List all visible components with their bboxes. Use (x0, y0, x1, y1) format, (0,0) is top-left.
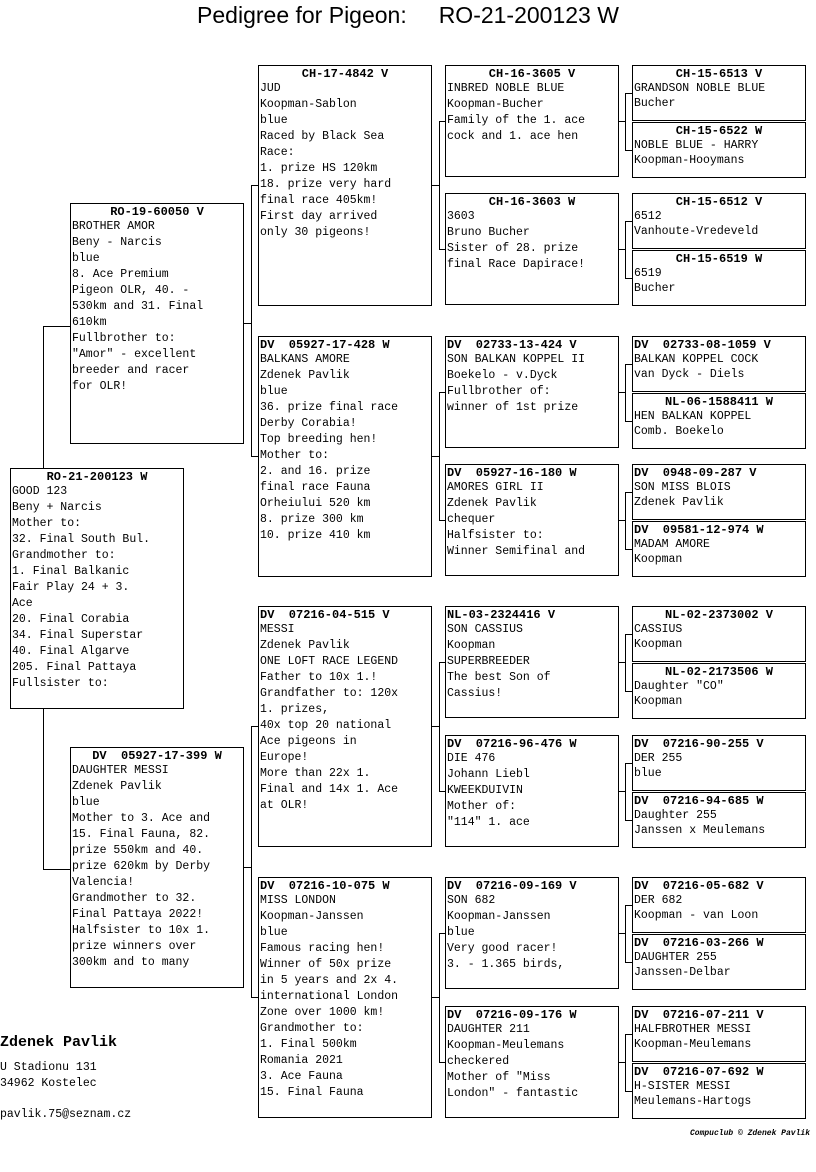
info-line: Europe! (260, 751, 309, 764)
great-great-grandparent-card (632, 193, 806, 249)
ring-number: CH-16-3605 V (488, 67, 576, 81)
ring-number: RO-21-200123 W (46, 470, 148, 484)
info-line: SON BALKAN KOPPEL II (447, 353, 586, 366)
info-line: Ace pigeons in (260, 735, 357, 748)
ring-number: DV 07216-07-211 V (634, 1008, 764, 1022)
info-line: Fullbrother of: (447, 385, 551, 398)
great-grandparent-card (445, 1006, 619, 1118)
info-line: Koopman-Meulemans (447, 1039, 565, 1052)
breeder-city: 34962 Kostelec (0, 1077, 97, 1090)
info-line: AMORES GIRL II (447, 481, 544, 494)
ring-number: DV 07216-94-685 W (634, 794, 764, 808)
connector-line (439, 933, 440, 1062)
connector-line (251, 997, 258, 998)
ring-number: DV 0948-09-287 V (634, 466, 757, 480)
info-line: winner of 1st prize (447, 401, 579, 414)
breeder-email[interactable]: pavlik.75@seznam.cz (0, 1108, 132, 1121)
info-line: DIE 476 (447, 752, 496, 765)
info-line: NOBLE BLUE - HARRY (634, 139, 759, 152)
info-line: blue (260, 926, 288, 939)
connector-line (251, 726, 258, 727)
subject-pigeon-card (10, 468, 184, 709)
info-line: prize winners over (72, 940, 197, 953)
info-line: 32. Final South Bul. (12, 533, 151, 546)
info-line: H-SISTER MESSI (634, 1080, 731, 1093)
connector-line (625, 278, 632, 279)
info-line: SON CASSIUS (447, 623, 523, 636)
ring-number: DV 05927-17-399 W (92, 749, 222, 763)
connector-line (439, 662, 445, 663)
info-line: Orheiului 520 km (260, 497, 371, 510)
connector-line (625, 1034, 626, 1091)
info-line: Mother of: (447, 800, 517, 813)
connector-line (625, 1091, 632, 1092)
ring-number: CH-17-4842 V (301, 67, 389, 81)
breeder-street: U Stadionu 131 (0, 1061, 97, 1074)
info-line: MESSI (260, 623, 295, 636)
info-line: breeder and racer (72, 364, 190, 377)
info-line: Valencia! (72, 876, 135, 889)
great-great-grandparent-card (632, 65, 806, 121)
info-line: checkered (447, 1055, 510, 1068)
connector-line (625, 820, 632, 821)
info-line: Grandmother to 32. (72, 892, 197, 905)
info-line: BALKANS AMORE (260, 353, 350, 366)
info-line: Grandfather to: 120x (260, 687, 399, 700)
connector-line (439, 662, 440, 791)
info-line: More than 22x 1. (260, 767, 371, 780)
info-line: Mother to: (12, 517, 82, 530)
connector-line (43, 709, 44, 869)
connector-line (625, 634, 626, 691)
info-line: in 5 years and 2x 4. (260, 974, 399, 987)
info-line: Halfsister to 10x 1. (72, 924, 211, 937)
connector-line (432, 185, 439, 186)
info-line: 8. prize 300 km (260, 513, 364, 526)
info-line: Bruno Bucher (447, 226, 530, 239)
info-line: Final Pattaya 2022! (72, 908, 204, 921)
great-great-grandparent-card (632, 393, 806, 449)
info-line: Boekelo - v.Dyck (447, 369, 558, 382)
info-line: Beny - Narcis (72, 236, 162, 249)
info-line: DER 255 (634, 752, 683, 765)
info-line: Winner Semifinal and (447, 545, 586, 558)
grandparent-card (258, 606, 432, 847)
info-line: Halfsister to: (447, 529, 544, 542)
info-line: Koopman-Sablon (260, 98, 357, 111)
info-line: 15. Final Fauna, 82. (72, 828, 211, 841)
great-great-grandparent-card (632, 122, 806, 178)
great-great-grandparent-card (632, 1063, 806, 1119)
connector-line (625, 905, 632, 906)
connector-line (244, 867, 251, 868)
info-line: chequer (447, 513, 496, 526)
great-grandparent-card (445, 193, 619, 305)
info-line: Daughter "CO" (634, 680, 724, 693)
connector-line (439, 1062, 445, 1063)
info-line: INBRED NOBLE BLUE (447, 82, 565, 95)
info-line: Sister of 28. prize (447, 242, 579, 255)
info-line: final race 405km! (260, 194, 378, 207)
ring-number: NL-02-2173506 W (664, 665, 774, 679)
great-great-grandparent-card (632, 336, 806, 392)
info-line: Fair Play 24 + 3. (12, 581, 130, 594)
father-card (70, 203, 244, 444)
info-line: Very good racer! (447, 942, 558, 955)
great-great-grandparent-card (632, 606, 806, 662)
connector-line (439, 121, 440, 249)
connector-line (625, 763, 626, 820)
connector-line (43, 869, 70, 870)
ring-number: CH-15-6522 W (675, 124, 763, 138)
great-grandparent-card (445, 464, 619, 576)
ring-number: DV 07216-09-169 V (447, 879, 577, 893)
info-line: Pigeon OLR, 40. - (72, 284, 190, 297)
info-line: Raced by Black Sea (260, 130, 385, 143)
connector-line (251, 185, 258, 186)
ring-number: DV 07216-09-176 W (447, 1008, 577, 1022)
info-line: Zone over 1000 km! (260, 1006, 385, 1019)
connector-line (43, 326, 44, 468)
info-line: van Dyck - Diels (634, 368, 745, 381)
connector-line (625, 962, 632, 963)
info-line: "Amor" - excellent (72, 348, 197, 361)
connector-line (625, 691, 632, 692)
info-line: Koopman (634, 695, 683, 708)
info-line: Johann Liebl (447, 768, 530, 781)
info-line: Ace (12, 597, 33, 610)
info-line: Romania 2021 (260, 1054, 343, 1067)
info-line: 18. prize very hard (260, 178, 392, 191)
info-line: prize 620km by Derby (72, 860, 211, 873)
info-line: Beny + Narcis (12, 501, 102, 514)
ring-number: DV 02733-08-1059 V (634, 338, 771, 352)
connector-line (625, 634, 632, 635)
info-line: only 30 pigeons! (260, 226, 371, 239)
info-line: 10. prize 410 km (260, 529, 371, 542)
ring-number: DV 07216-03-266 W (634, 936, 764, 950)
info-line: cock and 1. ace hen (447, 130, 579, 143)
connector-line (432, 997, 439, 998)
info-line: blue (447, 926, 475, 939)
connector-line (625, 221, 632, 222)
info-line: "114" 1. ace (447, 816, 530, 829)
copyright-footer: Compuclub © Zdenek Pavlik (689, 1129, 810, 1138)
info-line: ONE LOFT RACE LEGEND (260, 655, 399, 668)
info-line: HALFBROTHER MESSI (634, 1023, 752, 1036)
connector-line (251, 185, 252, 456)
info-line: Cassius! (447, 687, 503, 700)
great-great-grandparent-card (632, 521, 806, 577)
ring-number: CH-15-6513 V (675, 67, 763, 81)
info-line: 1. prizes, (260, 703, 330, 716)
info-line: MADAM AMORE (634, 538, 710, 551)
info-line: 15. Final Fauna (260, 1086, 364, 1099)
info-line: 6519 (634, 267, 662, 280)
info-line: Zdenek Pavlik (260, 369, 350, 382)
info-line: DER 682 (634, 894, 683, 907)
ring-number: DV 05927-16-180 W (447, 466, 577, 480)
info-line: DAUGHTER 211 (447, 1023, 530, 1036)
info-line: 610km (72, 316, 107, 329)
info-line: HEN BALKAN KOPPEL (634, 410, 752, 423)
great-great-grandparent-card (632, 1006, 806, 1062)
info-line: Koopman-Janssen (260, 910, 364, 923)
info-line: 36. prize final race (260, 401, 399, 414)
great-great-grandparent-card (632, 464, 806, 520)
info-line: London" - fantastic (447, 1087, 579, 1100)
ring-number: NL-02-2373002 V (664, 608, 774, 622)
ring-number: CH-15-6512 V (675, 195, 763, 209)
info-line: Janssen-Delbar (634, 966, 731, 979)
info-line: final Race Dapirace! (447, 258, 586, 271)
great-great-grandparent-card (632, 735, 806, 791)
info-line: Koopman (634, 638, 683, 651)
info-line: JUD (260, 82, 281, 95)
info-line: 6512 (634, 210, 662, 223)
ring-number: DV 07216-10-075 W (260, 879, 390, 893)
connector-line (432, 726, 439, 727)
info-line: The best Son of (447, 671, 551, 684)
great-great-grandparent-card (632, 877, 806, 933)
info-line: blue (72, 252, 100, 265)
info-line: 8. Ace Premium (72, 268, 169, 281)
info-line: 1. prize HS 120km (260, 162, 378, 175)
grandparent-card (258, 336, 432, 577)
ring-number: CH-16-3603 W (488, 195, 576, 209)
great-great-grandparent-card (632, 792, 806, 848)
info-line: BROTHER AMOR (72, 220, 155, 233)
info-line: BALKAN KOPPEL COCK (634, 353, 759, 366)
connector-line (625, 549, 632, 550)
connector-line (432, 456, 439, 457)
info-line: DAUGHTER 255 (634, 951, 717, 964)
connector-line (625, 492, 626, 549)
great-grandparent-card (445, 877, 619, 989)
info-line: Zdenek Pavlik (447, 497, 537, 510)
info-line: 20. Final Corabia (12, 613, 130, 626)
info-line: Mother to 3. Ace and (72, 812, 211, 825)
ring-number: CH-15-6519 W (675, 252, 763, 266)
info-line: Fullsister to: (12, 677, 109, 690)
grandparent-card (258, 877, 432, 1118)
connector-line (43, 326, 70, 327)
info-line: blue (260, 385, 288, 398)
breeder-name: Zdenek Pavlik (0, 1034, 118, 1051)
connector-line (625, 364, 626, 421)
info-line: 3603 (447, 210, 475, 223)
info-line: DAUGHTER MESSI (72, 764, 169, 777)
ring-number: DV 07216-90-255 V (634, 737, 764, 751)
connector-line (439, 121, 445, 122)
info-line: SON MISS BLOIS (634, 481, 731, 494)
info-line: 40. Final Algarve (12, 645, 130, 658)
info-line: 530km and 31. Final (72, 300, 204, 313)
info-line: Koopman (447, 639, 496, 652)
connector-line (625, 150, 632, 151)
info-line: KWEEKDUIVIN (447, 784, 523, 797)
info-line: prize 550km and 40. (72, 844, 204, 857)
info-line: SUPERBREEDER (447, 655, 530, 668)
info-line: 1. Final Balkanic (12, 565, 130, 578)
info-line: Daughter 255 (634, 809, 717, 822)
ring-number: DV 05927-17-428 W (260, 338, 390, 352)
great-grandparent-card (445, 336, 619, 448)
info-line: Koopman-Meulemans (634, 1038, 752, 1051)
info-line: Fullbrother to: (72, 332, 176, 345)
info-line: Top breeding hen! (260, 433, 378, 446)
info-line: Winner of 50x prize (260, 958, 392, 971)
connector-line (625, 1034, 632, 1035)
connector-line (625, 221, 626, 278)
ring-number: DV 09581-12-974 W (634, 523, 764, 537)
connector-line (625, 492, 632, 493)
ring-number: NL-06-1588411 W (664, 395, 774, 409)
info-line: CASSIUS (634, 623, 683, 636)
info-line: Koopman - van Loon (634, 909, 759, 922)
info-line: Grandmother to: (12, 549, 116, 562)
info-line: 34. Final Superstar (12, 629, 144, 642)
info-line: Race: (260, 146, 295, 159)
info-line: Koopman-Hooymans (634, 154, 745, 167)
info-line: blue (634, 767, 662, 780)
info-line: Zdenek Pavlik (72, 780, 162, 793)
info-line: GOOD 123 (12, 485, 68, 498)
connector-line (251, 726, 252, 997)
mother-card (70, 747, 244, 988)
info-line: Mother to: (260, 449, 330, 462)
info-line: 3. - 1.365 birds, (447, 958, 565, 971)
ring-number: RO-19-60050 V (110, 205, 204, 219)
page-title: Pedigree for Pigeon: RO-21-200123 W (197, 2, 619, 28)
connector-line (625, 905, 626, 962)
info-line: Derby Corabia! (260, 417, 357, 430)
info-line: SON 682 (447, 894, 496, 907)
great-great-grandparent-card (632, 663, 806, 719)
info-line: blue (72, 796, 100, 809)
connector-line (625, 93, 626, 150)
great-grandparent-card (445, 65, 619, 177)
connector-line (439, 791, 445, 792)
ring-number: DV 07216-05-682 V (634, 879, 764, 893)
great-great-grandparent-card (632, 250, 806, 306)
info-line: Meulemans-Hartogs (634, 1095, 752, 1108)
info-line: for OLR! (72, 380, 128, 393)
info-line: 1. Final 500km (260, 1038, 357, 1051)
info-line: Grandmother to: (260, 1022, 364, 1035)
info-line: Zdenek Pavlik (634, 496, 724, 509)
info-line: at OLR! (260, 799, 309, 812)
connector-line (625, 364, 632, 365)
connector-line (625, 763, 632, 764)
info-line: MISS LONDON (260, 894, 336, 907)
connector-line (439, 392, 445, 393)
info-line: Final and 14x 1. Ace (260, 783, 399, 796)
great-grandparent-card (445, 735, 619, 847)
info-line: Koopman-Janssen (447, 910, 551, 923)
info-line: GRANDSON NOBLE BLUE (634, 82, 766, 95)
info-line: 300km and to many (72, 956, 190, 969)
connector-line (244, 323, 251, 324)
info-line: final race Fauna (260, 481, 371, 494)
great-great-grandparent-card (632, 934, 806, 990)
info-line: Mother of "Miss (447, 1071, 551, 1084)
info-line: 205. Final Pattaya (12, 661, 137, 674)
info-line: international London (260, 990, 399, 1003)
connector-line (625, 421, 632, 422)
ring-number: DV 02733-13-424 V (447, 338, 577, 352)
info-line: First day arrived (260, 210, 378, 223)
connector-line (251, 456, 258, 457)
ring-number: DV 07216-96-476 W (447, 737, 577, 751)
info-line: Janssen x Meulemans (634, 824, 766, 837)
info-line: Bucher (634, 97, 676, 110)
connector-line (439, 249, 445, 250)
info-line: Bucher (634, 282, 676, 295)
info-line: Comb. Boekelo (634, 425, 724, 438)
ring-number: NL-03-2324416 V (447, 608, 556, 622)
connector-line (439, 520, 445, 521)
info-line: blue (260, 114, 288, 127)
great-grandparent-card (445, 606, 619, 718)
connector-line (439, 933, 445, 934)
info-line: Father to 10x 1.! (260, 671, 378, 684)
info-line: Vanhoute-Vredeveld (634, 225, 759, 238)
info-line: Family of the 1. ace (447, 114, 586, 127)
ring-number: DV 07216-07-692 W (634, 1065, 764, 1079)
info-line: Koopman-Bucher (447, 98, 544, 111)
info-line: Zdenek Pavlik (260, 639, 350, 652)
info-line: 3. Ace Fauna (260, 1070, 343, 1083)
connector-line (439, 392, 440, 520)
connector-line (625, 93, 632, 94)
ring-number: DV 07216-04-515 V (260, 608, 390, 622)
info-line: Koopman (634, 553, 683, 566)
info-line: 2. and 16. prize (260, 465, 371, 478)
grandparent-card (258, 65, 432, 306)
info-line: Famous racing hen! (260, 942, 385, 955)
info-line: 40x top 20 national (260, 719, 392, 732)
